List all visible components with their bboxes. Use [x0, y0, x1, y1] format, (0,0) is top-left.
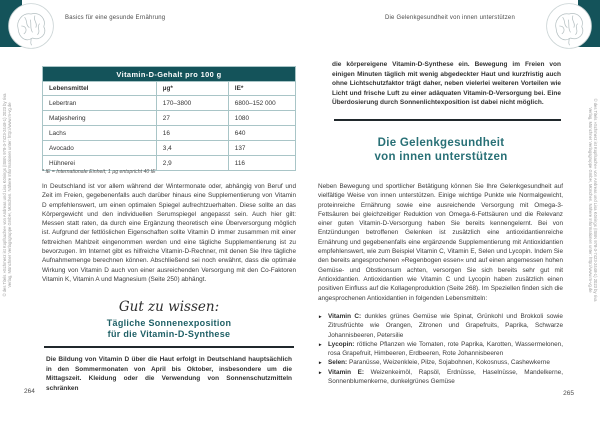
- table-cell: Lebertran: [43, 96, 157, 111]
- table-cell: 16: [156, 126, 228, 141]
- table-cell: Hühnerei: [43, 156, 157, 171]
- table-row: [43, 111, 296, 126]
- section-heading: [320, 137, 562, 164]
- bullet-arrow-icon: ►: [318, 341, 323, 347]
- table-cell: 6800–152 000: [228, 96, 295, 111]
- page-number-left: 264: [24, 388, 35, 395]
- brain-icon: [7, 2, 55, 50]
- running-header-left: Basics für eine gesunde Ernährung: [65, 15, 166, 21]
- table-cell: 640: [228, 126, 295, 141]
- infobox-subheading: [42, 318, 296, 339]
- paragraph-vitamin-d: In Deutschland ist vor allem während der Wintermonate oder, abhängig von Beruf und Zeit im Freien, gegebenenfalls auch darüber hinaus eine Supplementierung von Vitamin D empfehlenswert, um einen optimalen Spiegel aufrechtzuerhalten. Diese sollte an das Körpergewicht und den individuellen Serumspiegel angepasst sein. Auch hier gilt: Messen statt raten, da durch eine Ergänzung theoretisch eine Überversorgung möglich ist. Aufgrund der fettlöslichen Eigenschaften sollte Vitamin D immer zusammen mit einer fettreichen Mahlzeit eingenommen werden und eine tägliche Supplementierung ist zu bevorzugen. Im Internet gibt es hilfreiche Vitamin-D-Rechner, mit denen Sie Ihre tägliche Aufnahmemenge berechnen können. Abschließend sei noch erwähnt, dass die optimale Wirkung von Vitamin D auch von einer ausreichenden Versorgung mit den Co-Faktoren Vitamin K, Vitamin A und Magnesium (Seite 250) abhängt.: [42, 183, 296, 283]
- bullet-arrow-icon: ►: [318, 314, 323, 319]
- table-cell: 27: [156, 111, 228, 126]
- bullet-text: Vitamin C: dunkles grünes Gemüse wie Spinat, Grünkohl und Brokkoli sowie Zitrusfrüchte wie Orangen, Zitronen und Grapefruits, Paprika, Schwarze Johannisbeeren, Petersilie: [328, 313, 563, 339]
- bullet-item: [318, 368, 563, 387]
- paragraph-joint-health: Neben Bewegung und sportlicher Betätigung können Sie Ihre Gelenkgesundheit auf vielfältige Weise von innen unterstützen. Einige wichtige Punkte wie Normalgewicht, proteinreiche Ernährung sowie eine ausreichende Versorgung mit Omega-3-Fettsäuren bei gleichzeitiger Reduktion von Omega-6-Fettsäuren und die Relevanz einer guten Vitamin-D-Versorgung haben Sie bereits kennengelernt. Bei von Entzündungen betroffenen Gelenken ist zusätzlich eine antioxidantienreiche Ernährung und gegebenenfalls eine ergänzende Supplementierung mit Antioxidantien empfehlenswert, wie zum Beispiel Vitamin C, Vitamin E, Selen und Lycopin. Indem Sie den bereits angesprochenen »Regenbogen essen« und auf einen angemessen hohen Gemüse- und Obstkonsum achten, versorgen Sie sich bereits sehr gut mit Antioxidantien. Antioxidantien wie Vitamin C und Lycopin haben zusätzlich einen positiven Einfluss auf die Kollagenproduktion (Seite 268). Im Speziellen finden sich die angesprochenen Antioxidantien in folgenden Lebensmitteln:: [318, 183, 563, 302]
- table-cell: 116: [228, 156, 295, 171]
- table-row: [43, 96, 296, 111]
- bullet-text: Lycopin: rötliche Pflanzen wie Tomaten, rote Paprika, Karotten, Wassermelonen, rosa Grapefruit, Himbeeren, Erdbeeren, Rote Johannisbeeren: [328, 340, 563, 358]
- infobox-divider-left: [44, 346, 294, 348]
- table-column-header: µg*: [156, 82, 228, 96]
- table-cell: 2,9: [156, 156, 228, 171]
- bullet-text: Selen: Paranüsse, Weizenkleie, Pilze, Sojabohnen, Kokosnuss, Cashewkerne: [328, 359, 550, 367]
- running-header-right: Die Gelenkgesundheit von innen unterstützen: [384, 15, 515, 21]
- vitamin-d-table: [42, 66, 296, 171]
- infobox-script-heading: Gut zu wissen:: [118, 299, 220, 315]
- bullet-list: [318, 312, 563, 386]
- table-row: [43, 141, 296, 156]
- table-title: Vitamin-D-Gehalt pro 100 g: [43, 67, 296, 82]
- table-cell: 170–3800: [156, 96, 228, 111]
- table-row: [43, 126, 296, 141]
- table-cell: Avocado: [43, 141, 157, 156]
- section-heading-line2: von innen unterstützen: [374, 150, 508, 163]
- table-cell: 3,4: [156, 141, 228, 156]
- infobox-divider-right: [334, 119, 561, 121]
- copyright-sidebar-right: © des Titels »Schmerz ist Kopfsache« von Andreas und Lisa Könings (ISBN 978-3-7423-2448-1) 2023 by riva Verlag, Münchner Verlagsgruppe GmbH, München. Nähere Informationen unter: http://www.m-vg.de: [588, 98, 598, 302]
- infobox-continuation: die körpereigene Vitamin-D-Synthese ein. Bewegung im Freien von einigen Minuten täglich mit wenig abgedeckter Haut und kurzfristig auch ohne Lichtschutzfaktor trägt daher, neben vielerlei weiteren Vorteilen wie Licht und frische Luft zu einer adäquaten Vitamin-D-Versorgung bei. Eine Überdosierung durch Sonnenlichtexposition ist dabei nicht möglich.: [332, 61, 561, 107]
- table-column-header: Lebensmittel: [43, 82, 157, 96]
- bullet-item: [318, 340, 563, 359]
- bullet-text: Vitamin E: Weizenkeimöl, Rapsöl, Erdnüsse, Haselnüsse, Mandelkerne, Sonnenblumenkerne, dunkelgrünes Gemüse: [328, 368, 563, 386]
- infobox-body: Die Bildung von Vitamin D über die Haut erfolgt in Deutschland hauptsächlich in den Sommermonaten von April bis Oktober, insbesondere um die Mittagszeit. Kleidung oder die Verwendung von Sonnenschutzmitteln schränken: [46, 356, 292, 392]
- table-cell: 137: [228, 141, 295, 156]
- infobox-subheading-line2: für die Vitamin-D-Synthese: [107, 328, 231, 339]
- bullet-item: [318, 312, 563, 340]
- table-footnote: * IE = Internationale Einheit; 1 µg entspricht 40 IE: [42, 169, 156, 175]
- copyright-sidebar-left: © des Titels »Schmerz ist Kopfsache« von Andreas und Lisa Könings (ISBN 978-3-7423-2448-1) 2023 by riva Verlag, Münchner Verlagsgruppe GmbH, München. Nähere Informationen unter: http://www.m-vg.de: [2, 93, 12, 297]
- table-cell: 1080: [228, 111, 295, 126]
- bullet-item: [318, 358, 563, 367]
- bullet-arrow-icon: ►: [318, 369, 323, 375]
- bullet-arrow-icon: ►: [318, 360, 323, 366]
- table-column-header: IE*: [228, 82, 295, 96]
- section-heading-line1: Die Gelenkgesundheit: [377, 137, 505, 149]
- infobox-subheading-line1: Tägliche Sonnenexposition: [106, 318, 232, 328]
- brain-icon: [545, 2, 593, 50]
- page-number-right: 265: [563, 390, 574, 397]
- table-cell: Lachs: [43, 126, 157, 141]
- table-cell: Matjeshering: [43, 111, 157, 126]
